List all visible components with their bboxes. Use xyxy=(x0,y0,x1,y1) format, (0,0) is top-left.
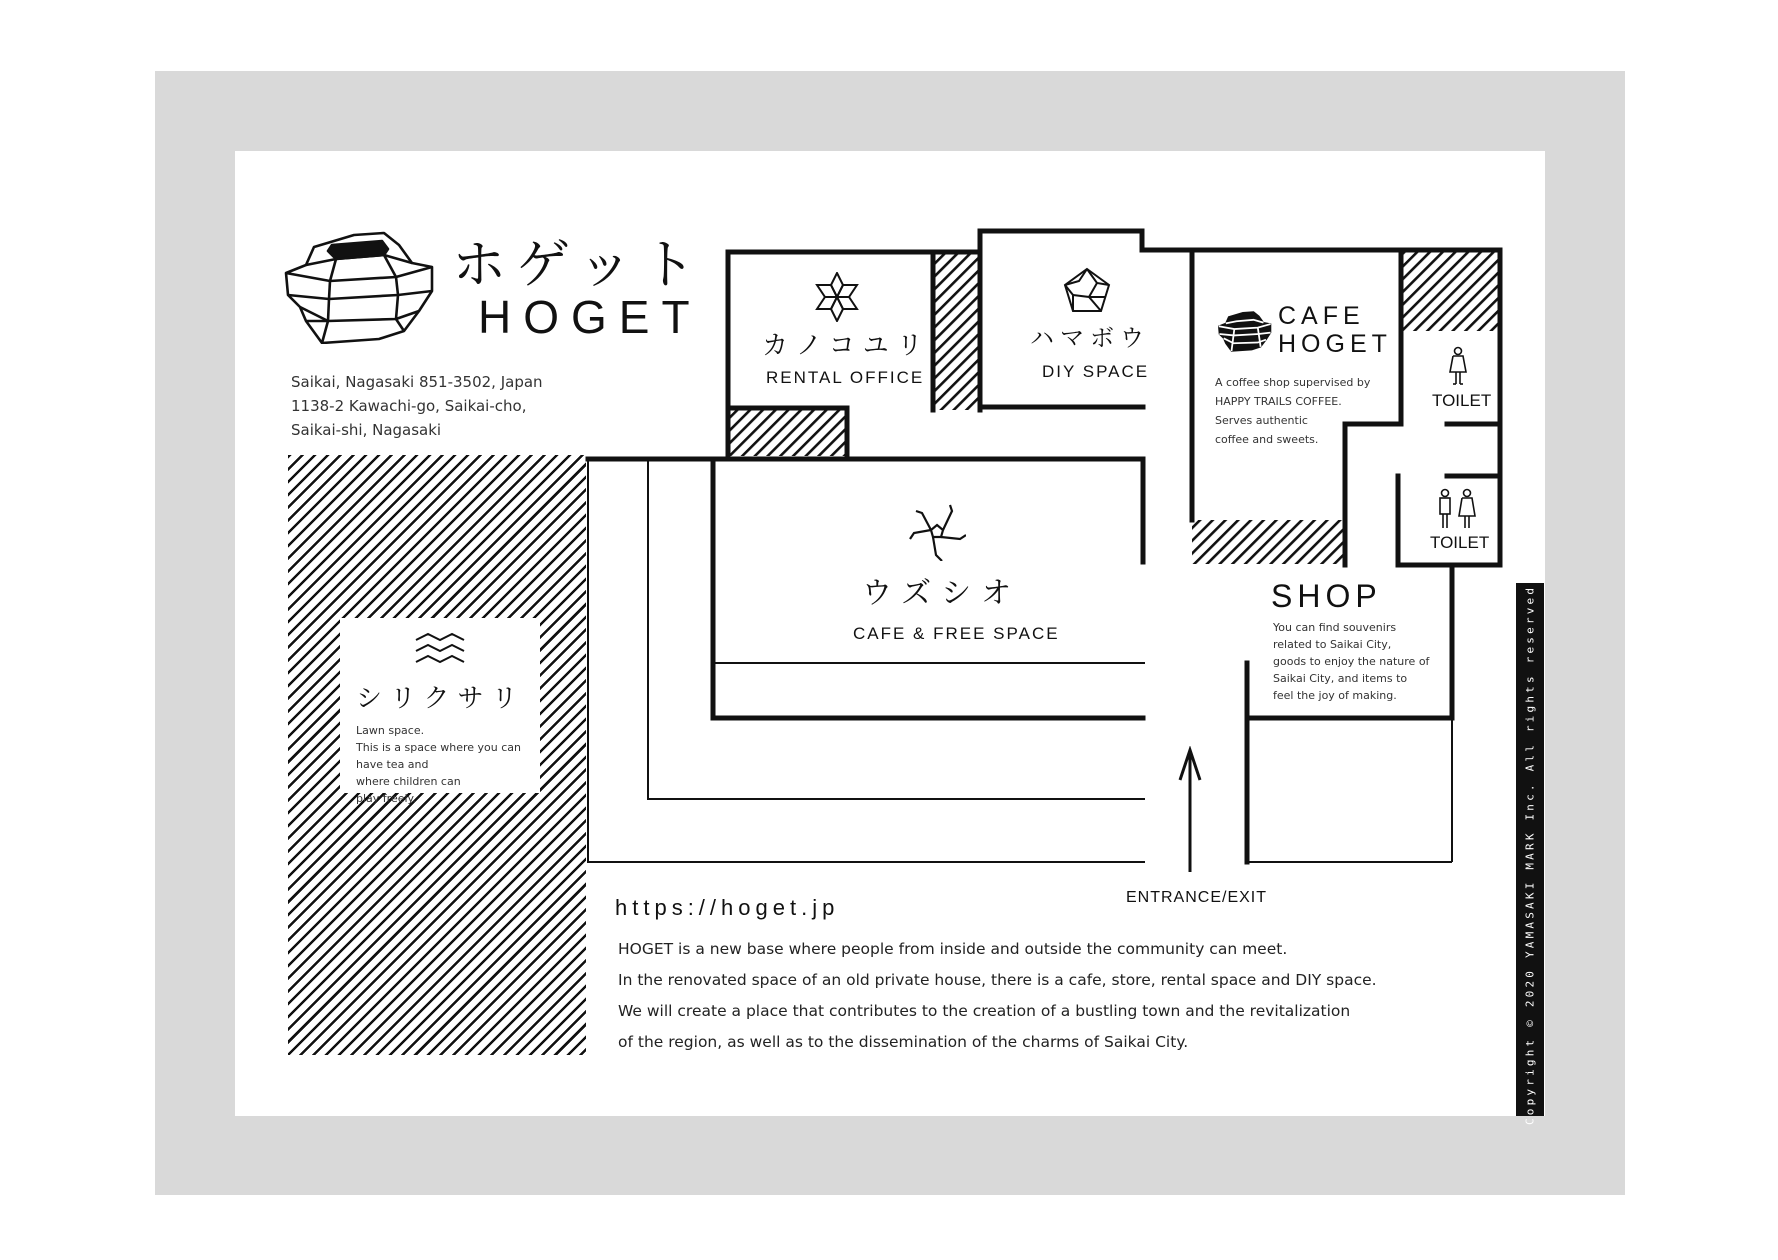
cafe-hoget-desc-2: HAPPY TRAILS COFFEE. xyxy=(1215,395,1342,408)
address-line-2: 1138-2 Kawachi-go, Saikai-cho, xyxy=(291,397,527,415)
cafe-hoget-desc-4: coffee and sweets. xyxy=(1215,433,1319,446)
stone-logo-icon xyxy=(1218,310,1272,352)
shop-desc-4: Saikai City, and items to xyxy=(1273,672,1408,685)
about-line-3: We will create a place that contributes to the creation of a bustling town and the revitalization xyxy=(618,1002,1351,1020)
shop-desc-3: goods to enjoy the nature of xyxy=(1273,655,1430,668)
flower-icon xyxy=(815,272,859,322)
lawn-desc-2: This is a space where you can xyxy=(356,741,522,754)
diy-space-name-en: DIY SPACE xyxy=(1042,362,1150,381)
cafe-hoget-desc-3: Serves authentic xyxy=(1215,414,1308,427)
pentagon-icon xyxy=(1063,267,1111,313)
diy-space-name-jp: ハマボウ xyxy=(1030,324,1150,352)
toilet-2-label: TOILET xyxy=(1430,533,1490,552)
brand-name-en: HOGET xyxy=(478,291,702,343)
shop-desc-2: related to Saikai City, xyxy=(1273,638,1392,651)
lawn-name-jp: シリクサリ xyxy=(356,684,526,714)
address-line-1: Saikai, Nagasaki 851-3502, Japan xyxy=(291,373,543,391)
man-woman-icon xyxy=(1435,488,1479,530)
uzushio-name-en: CAFE & FREE SPACE xyxy=(853,624,1060,643)
website-url[interactable]: https://hoget.jp xyxy=(615,895,840,920)
about-line-1: HOGET is a new base where people from inside and outside the community can meet. xyxy=(618,940,1288,958)
lawn-desc-1: Lawn space. xyxy=(356,724,425,737)
cafe-hoget-name-line-1: CAFE xyxy=(1278,302,1365,330)
arrow-up-icon xyxy=(1178,746,1202,872)
woman-icon xyxy=(1448,346,1468,386)
lawn-desc-4: where children can xyxy=(356,775,461,788)
cafe-hoget-name-line-2: HOGET xyxy=(1278,330,1392,358)
lawn-desc-5: play freely. xyxy=(356,792,416,805)
shop-name: SHOP xyxy=(1271,578,1382,614)
brand-name-jp: ホゲット xyxy=(452,233,706,296)
about-line-4: of the region, as well as to the dissemination of the charms of Saikai City. xyxy=(618,1033,1189,1051)
uzushio-name-jp: ウズシオ xyxy=(862,576,1022,611)
copyright-bar xyxy=(1516,574,1544,1125)
address-line-3: Saikai-shi, Nagasaki xyxy=(291,421,442,439)
copyright-text: Copyright © 2020 YAMASAKI MARK Inc. All rights reserved. xyxy=(1523,574,1537,1125)
lawn-desc-3: have tea and xyxy=(356,758,429,771)
about-line-2: In the renovated space of an old private house, there is a cafe, store, rental space and DIY space. xyxy=(618,971,1377,989)
shop-desc-1: You can find souvenirs xyxy=(1273,621,1397,634)
rental-office-name-jp: カノコユリ xyxy=(762,331,931,361)
entrance-exit-label: ENTRANCE/EXIT xyxy=(1126,889,1268,906)
rental-office-name-en: RENTAL OFFICE xyxy=(766,368,925,387)
toilet-1-label: TOILET xyxy=(1432,391,1492,410)
whirlpool-icon xyxy=(908,503,966,561)
cafe-hoget-desc-1: A coffee shop supervised by xyxy=(1215,376,1371,389)
shop-desc-5: feel the joy of making. xyxy=(1273,689,1397,702)
